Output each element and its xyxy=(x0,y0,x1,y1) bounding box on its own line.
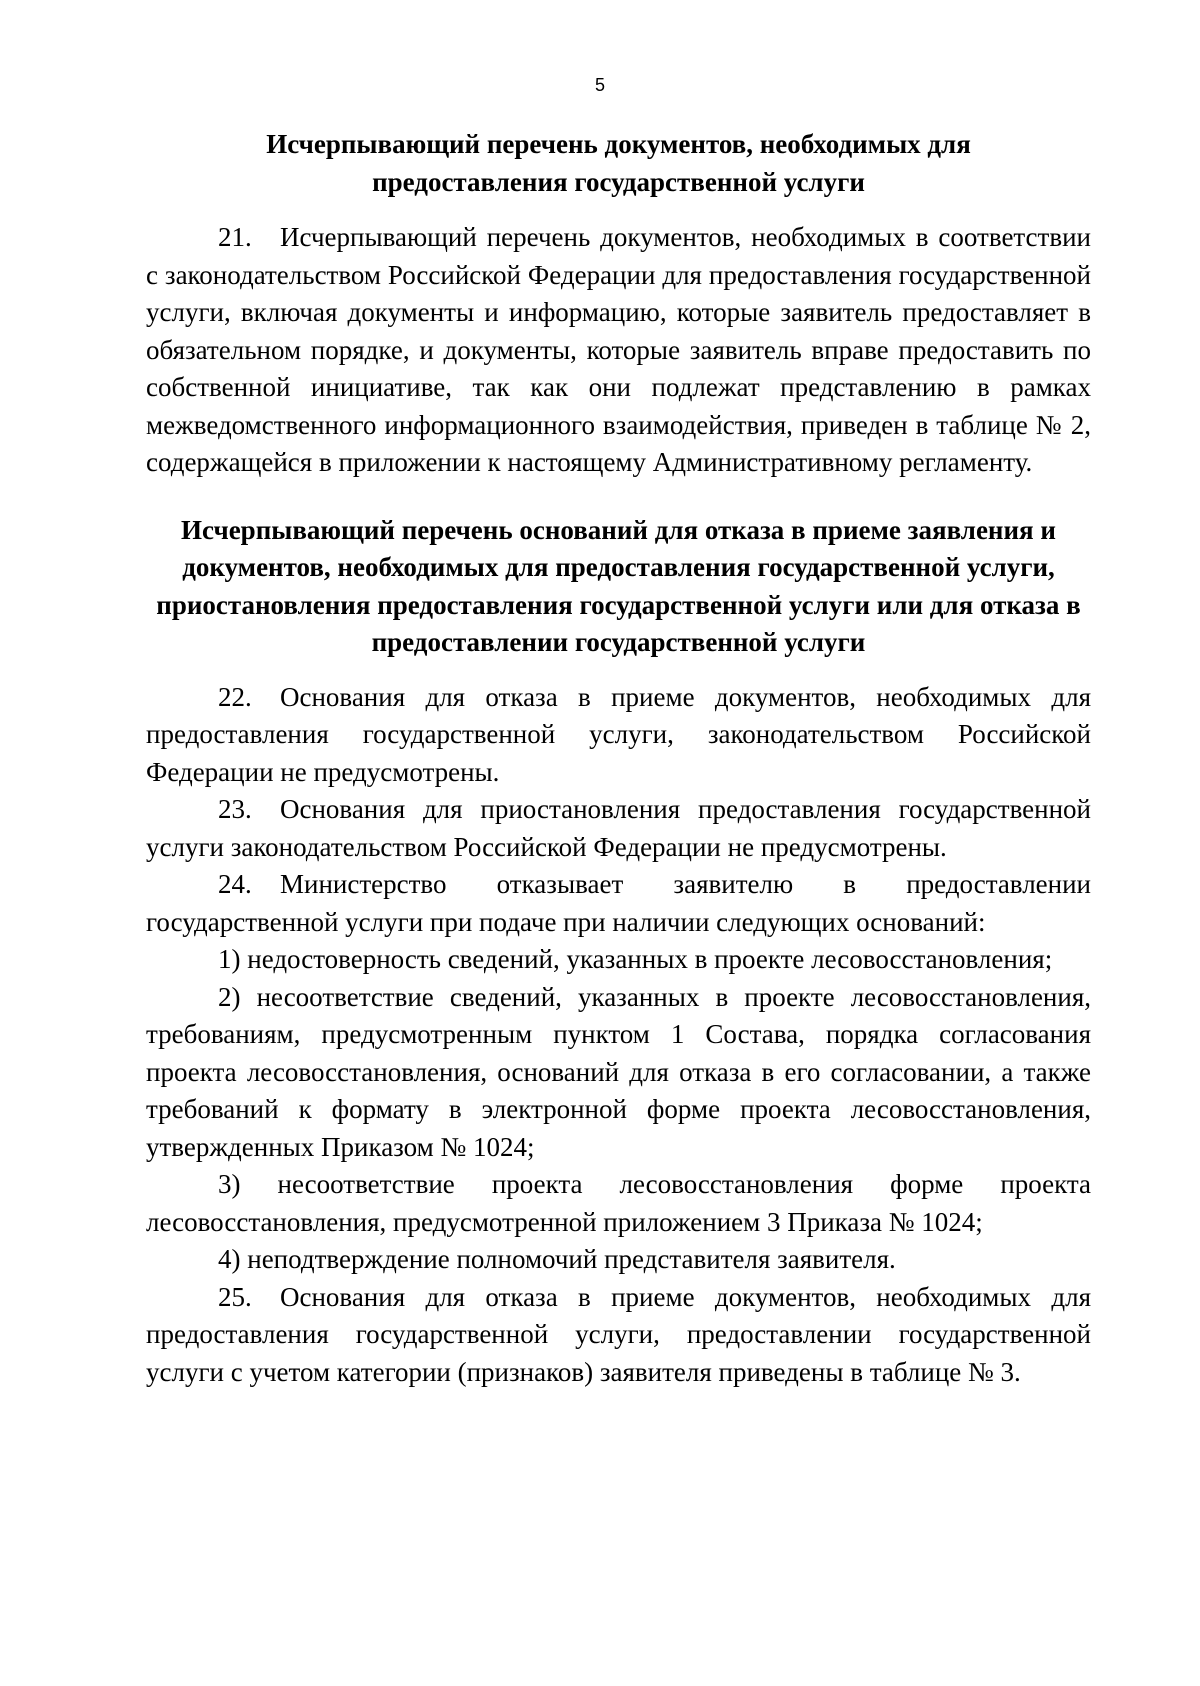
page-number: 5 xyxy=(594,75,605,95)
paragraph-21 xyxy=(146,219,1091,482)
paragraph-23 xyxy=(146,791,1091,866)
paragraph-25 xyxy=(146,1279,1091,1392)
section-heading-documents-list: Исчерпывающий перечень документов, необходимых для предоставления государственной услуги xyxy=(266,129,971,197)
document-body xyxy=(146,126,1091,1391)
paragraph-text: Основания для приостановления предоставления государственной услуги законодательством Российской Федерации не предусмотрены. xyxy=(146,794,1091,862)
paragraph-number: 24. xyxy=(218,869,252,899)
list-item-2: 2) несоответствие сведений, указанных в проекте лесовосстановления, требованиям, предусмотренным пунктом 1 Состава, порядка согласования проекта лесовосстановления, оснований для отказа в его согласовании, а также требований к формату в электронной форме проекта лесовосстановления, утвержденных Приказом № 1024; xyxy=(146,981,1091,1162)
paragraph-number: 25. xyxy=(218,1281,252,1312)
paragraph-22 xyxy=(146,679,1091,792)
paragraph-24 xyxy=(146,866,1091,941)
paragraph-number: 22. xyxy=(218,681,252,712)
list-item-4: 4) неподтверждение полномочий представителя заявителя. xyxy=(218,1244,896,1274)
section-heading-refusal-grounds: Исчерпывающий перечень оснований для отказа в приеме заявления и документов, необходимых для предоставления государственной услуги, приостановления предоставления государственной услуги или для отказа в предоставлении государственной услуги xyxy=(156,514,1081,657)
paragraph-text: Министерство отказывает заявителю в предоставлении государственной услуги при подаче при наличии следующих оснований: xyxy=(146,869,1091,937)
list-item-3: 3) несоответствие проекта лесовосстановления форме проекта лесовосстановления, предусмотренной приложением 3 Приказа № 1024; xyxy=(146,1169,1091,1237)
paragraph-text: Основания для отказа в приеме документов, необходимых для предоставления государственной услуги, предоставлении государственной услуги с учетом категории (признаков) заявителя приведены в таблице № 3. xyxy=(146,1281,1091,1387)
paragraph-text: Исчерпывающий перечень документов, необходимых в соответствии с законодательством Российской Федерации для предоставления государственной услуги, включая документы и информацию, которые заявитель предоставляет в обязательном порядке, и документы, которые заявитель вправе предоставить по собственной инициативе, так как они подлежат представлению в рамках межведомственного информационного взаимодействия, приведен в таблице № 2, содержащейся в приложении к настоящему Административному регламенту. xyxy=(146,222,1091,477)
list-item-1: 1) недостоверность сведений, указанных в проекте лесовосстановления; xyxy=(218,944,1053,974)
paragraph-number: 23. xyxy=(218,794,252,824)
paragraph-text: Основания для отказа в приеме документов, необходимых для предоставления государственной услуги, законодательством Российской Федерации не предусмотрены. xyxy=(146,681,1091,787)
paragraph-number: 21. xyxy=(218,222,252,252)
